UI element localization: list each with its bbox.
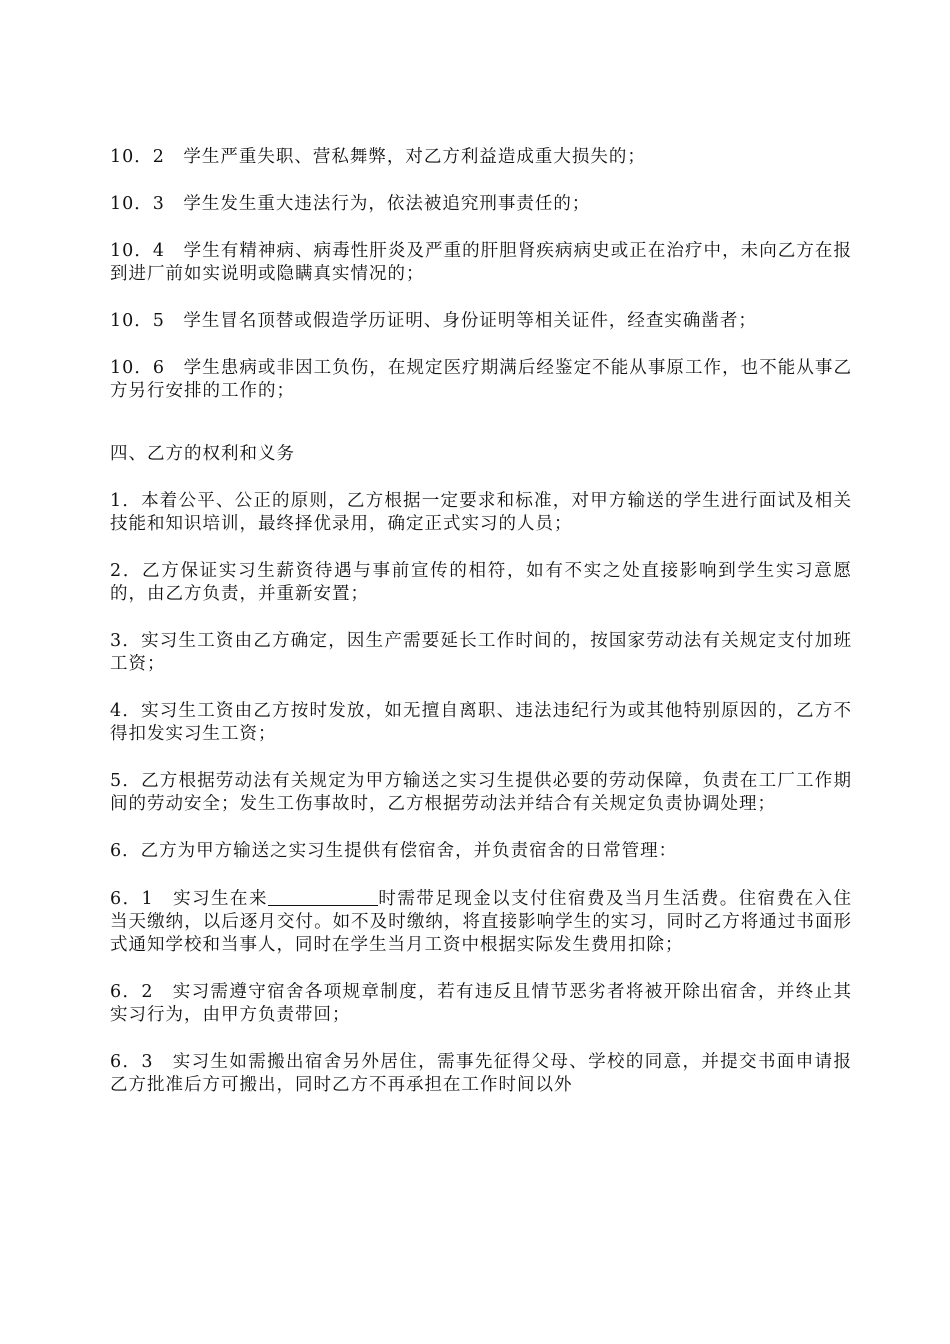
item-5: 5．乙方根据劳动法有关规定为甲方输送之实习生提供必要的劳动保障，负责在工厂工作期间的劳动安全；发生工伤事故时，乙方根据劳动法并结合有关规定负责协调处理；	[110, 771, 852, 814]
subitem-6-3: 6．3 实习生如需搬出宿舍另外居住，需事先征得父母、学校的同意，并提交书面申请报乙方批准后方可搬出，同时乙方不再承担在工作时间以外	[110, 1052, 852, 1095]
document-body	[110, 146, 852, 1121]
item-4: 4．实习生工资由乙方按时发放，如无擅自离职、违法违纪行为或其他特别原因的，乙方不得扣发实习生工资；	[110, 701, 852, 744]
item-3: 3．实习生工资由乙方确定，因生产需要延长工作时间的，按国家劳动法有关规定支付加班工资；	[110, 631, 852, 674]
subitem-6-1	[110, 887, 852, 957]
item-2: 2．乙方保证实习生薪资待遇与事前宣传的相符，如有不实之处直接影响到学生实习意愿的，由乙方负责，并重新安置；	[110, 561, 852, 604]
subitem-6-1-suffix: 时需带足现金以支付住宿费及当月生活费。住宿费在入住当天缴纳，以后逐月交付。如不及时缴纳，将直接影响学生的实习，同时乙方将通过书面形式通知学校和当事人，同时在学生当月工资中根据实际发生费用扣除；	[110, 889, 852, 955]
clause-10-2: 10．2 学生严重失职、营私舞弊，对乙方利益造成重大损失的；	[110, 147, 646, 167]
section-heading: 四、乙方的权利和义务	[110, 444, 295, 464]
subitem-6-1-prefix: 6．1 实习生在来	[110, 889, 268, 909]
item-1: 1．本着公平、公正的原则，乙方根据一定要求和标准，对甲方输送的学生进行面试及相关技能和知识培训，最终择优录用，确定正式实习的人员；	[110, 491, 852, 534]
subitem-6-2: 6．2 实习需遵守宿舍各项规章制度，若有违反且情节恶劣者将被开除出宿舍，并终止其实习行为，由甲方负责带回；	[110, 982, 852, 1025]
fill-in-blank	[268, 887, 378, 906]
clause-10-6: 10．6 学生患病或非因工负伤，在规定医疗期满后经鉴定不能从事原工作，也不能从事乙方另行安排的工作的；	[110, 358, 852, 401]
item-6: 6．乙方为甲方输送之实习生提供有偿宿舍，并负责宿舍的日常管理：	[110, 841, 678, 861]
clause-10-5: 10．5 学生冒名顶替或假造学历证明、身份证明等相关证件，经查实确凿者；	[110, 311, 757, 331]
clause-10-4: 10．4 学生有精神病、病毒性肝炎及严重的肝胆肾疾病病史或正在治疗中，未向乙方在报到进厂前如实说明或隐瞒真实情况的；	[110, 241, 852, 284]
clause-10-3: 10．3 学生发生重大违法行为，依法被追究刑事责任的；	[110, 194, 591, 214]
